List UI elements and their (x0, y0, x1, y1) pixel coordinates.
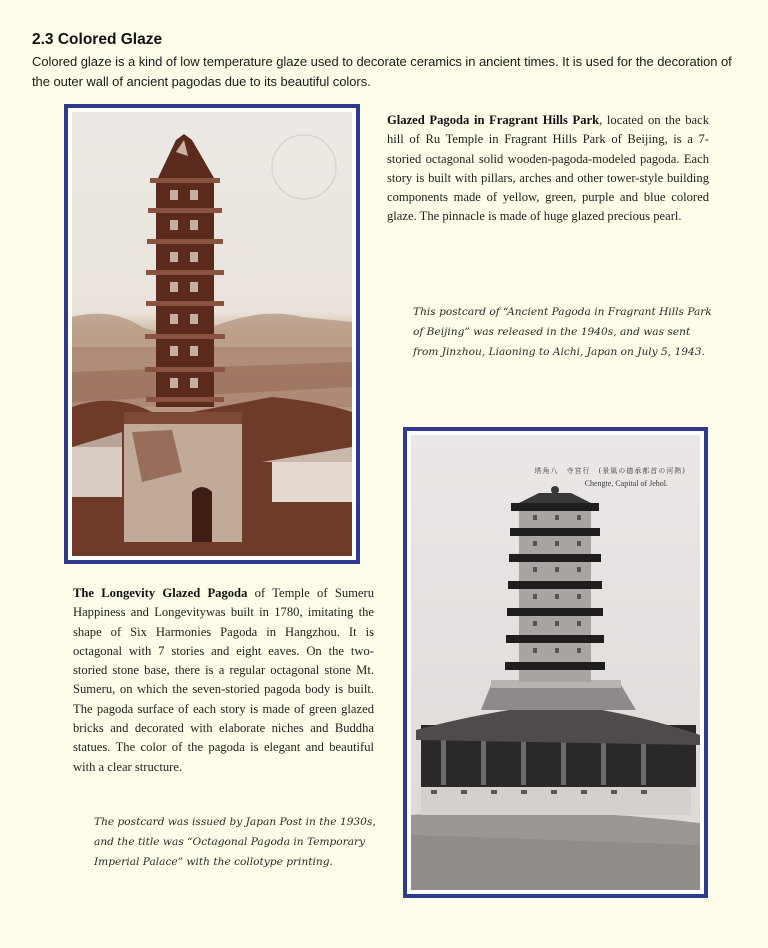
longevity-body: of Temple of Sumeru Happiness and Longevitywas built in 1780, imitating the shape of Six Harmonies Pagoda in Hangzhou. It is octagonal with 7 stories and eight eaves. On the two-storied stone base, there is a regular octagonal stone Mt. Sumeru, on which the seven-storied pagoda body is built. The pagoda surface of each story is made of green glazed bricks and decorated with elaborate niches and Buddha statues. The color of the pagoda is elegant and beautiful with a clear structure. (73, 586, 375, 774)
postcard-printed-caption-en: Chengte, Capital of Jehol. (584, 479, 668, 488)
longevity-pagoda-image (411, 435, 700, 890)
fragrant-hills-postcard-photo (72, 112, 352, 556)
fragrant-hills-title: Glazed Pagoda in Fragrant Hills Park (387, 113, 600, 127)
section-intro: Colored glaze is a kind of low temperature glaze used to decorate ceramics in ancient times. It is used for the decoration of the outer wall of ancient pagodas due to its beautiful colors. (32, 54, 732, 89)
fragrant-hills-caption: This postcard of “Ancient Pagoda in Fragrant Hills Park of Beijing” was released in the 1940s, and was sent from Jinzhou, Liaoning to Aichi, Japan on July 5, 1943. (413, 306, 712, 358)
fragrant-hills-postcard-frame (64, 104, 360, 564)
longevity-caption: The postcard was issued by Japan Post in the 1930s, and the title was “Octagonal Pagoda in Temporary Imperial Palace” with the collotype printing. (94, 816, 376, 868)
fragrant-hills-description (387, 111, 709, 227)
fragrant-hills-body: , located on the back hill of Ru Temple in Fragrant Hills Park of Beijing, is a 7-storied octagonal solid wooden-pagoda-modeled pagoda. Each story is built with pillars, arches and other tower-style building components made of yellow, green, purple and blue colored glaze. The pinnacle is made of huge glazed precious pearl. (387, 113, 709, 224)
section-heading: 2.3 Colored Glaze (32, 31, 163, 48)
longevity-title: The Longevity Glazed Pagoda (73, 586, 248, 600)
longevity-postcard-photo (411, 435, 700, 890)
fragrant-hills-pagoda-image (72, 112, 352, 556)
postcard-printed-caption-jp: 塔角八 寺宮行 (景風の德承都首の河熱) (534, 467, 686, 475)
longevity-description (73, 584, 374, 777)
longevity-postcard-frame (403, 427, 708, 898)
